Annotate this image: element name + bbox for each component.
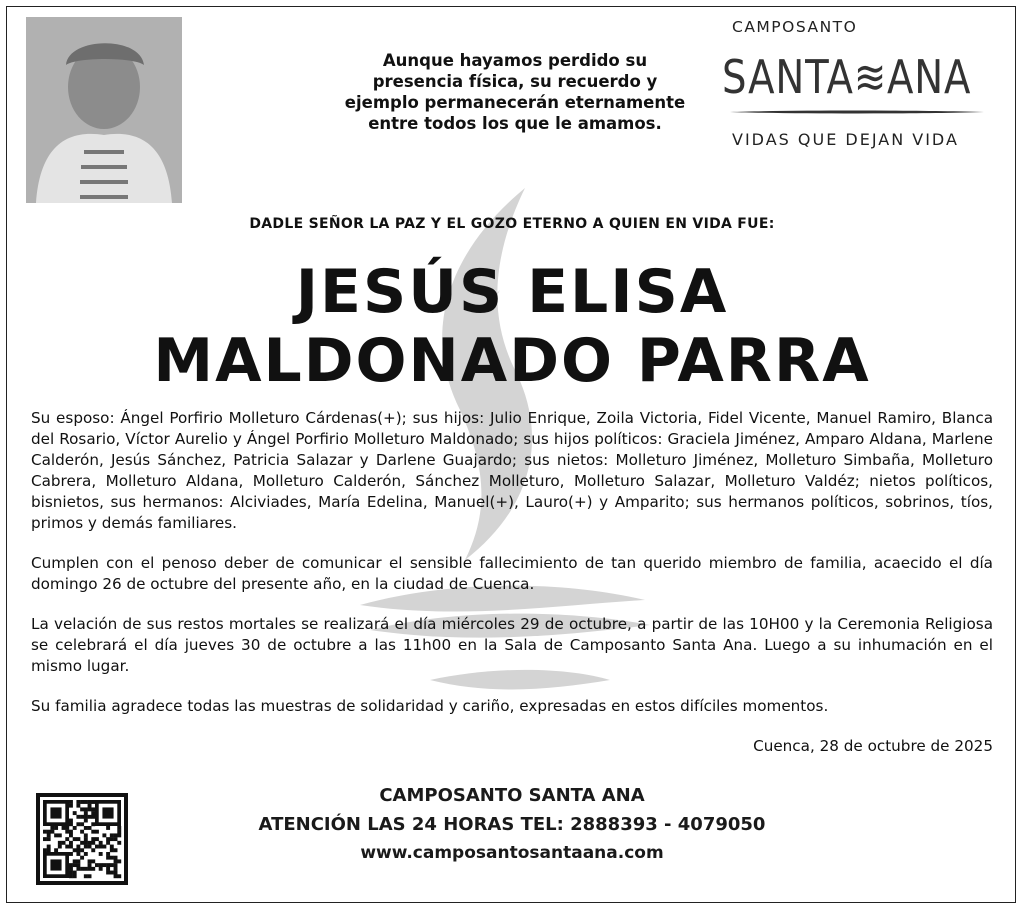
date-line: Cuenca, 28 de octubre de 2025 — [753, 737, 993, 755]
quote-line: entre todos los que le amamos. — [368, 114, 662, 133]
logo-main-text: SANTA≋ANA — [722, 50, 972, 104]
deceased-name-line1: JESÚS ELISA — [295, 257, 729, 327]
memorial-quote — [330, 50, 700, 134]
logo-underline — [730, 110, 984, 114]
announcement-paragraph: Cumplen con el penoso deber de comunicar el sensible fallecimiento de tan querido miembro de familia, acaecido el día domingo 26 de octubre del presente año, en la ciudad de Cuenca. — [31, 554, 993, 593]
footer-website[interactable]: www.camposantosantaana.com — [360, 843, 664, 863]
thanks-paragraph: Su familia agradece todas las muestras de solidaridad y cariño, expresadas en estos difíciles momentos. — [31, 697, 829, 715]
deceased-name-line2: MALDONADO PARRA — [153, 326, 871, 396]
footer-phone: ATENCIÓN LAS 24 HORAS TEL: 2888393 - 4079050 — [258, 814, 766, 835]
qr-code-icon[interactable] — [36, 793, 128, 885]
footer-company-name: CAMPOSANTO SANTA ANA — [379, 785, 645, 806]
quote-line: Aunque hayamos perdido su — [382, 51, 648, 70]
logo-tagline: VIDAS QUE DEJAN VIDA — [732, 130, 959, 149]
ceremony-paragraph: La velación de sus restos mortales se realizará el día miércoles 29 de octubre, a partir de las 10H00 y la Ceremonia Religiosa se celebrará el día jueves 30 de octubre a las 11h00 en la Sala de Camposanto Santa Ana. Luego a su inhumación en el mismo lugar. — [31, 615, 993, 675]
subheading: DADLE SEÑOR LA PAZ Y EL GOZO ETERNO A QUIEN EN VIDA FUE: — [249, 216, 775, 232]
family-paragraph: Su esposo: Ángel Porfirio Molleturo Cárdenas(+); sus hijos: Julio Enrique, Zoila Victoria, Fidel Vicente, Manuel Ramiro, Blanca del Rosario, Víctor Aurelio y Ángel Porfirio Molleturo Maldonado; sus hijos políticos: Graciela Jiménez, Amparo Aldana, Marlene Calderón, Jesús Sánchez, Patricia Salazar y Darlene Guajardo; sus nietos: Molleturo Jiménez, Molleturo Simbaña, Molleturo Cabrera, Molleturo Aldana, Molleturo Calderón, Sánchez Molleturo, Molleturo Salazar, Molleturo Valdéz; nietos políticos, bisnietos, sus hermanos: Alciviades, María Edelina, Manuel(+), Lauro(+) y Amparito; sus hermanos políticos, sobrinos, tíos, primos y demás familiares. — [31, 409, 993, 532]
quote-line: ejemplo permanecerán eternamente — [344, 93, 686, 112]
portrait-photo — [26, 17, 182, 203]
quote-line: presencia física, su recuerdo y — [372, 72, 658, 91]
logo-top-text: CAMPOSANTO — [732, 18, 858, 36]
camposanto-logo — [722, 18, 990, 158]
